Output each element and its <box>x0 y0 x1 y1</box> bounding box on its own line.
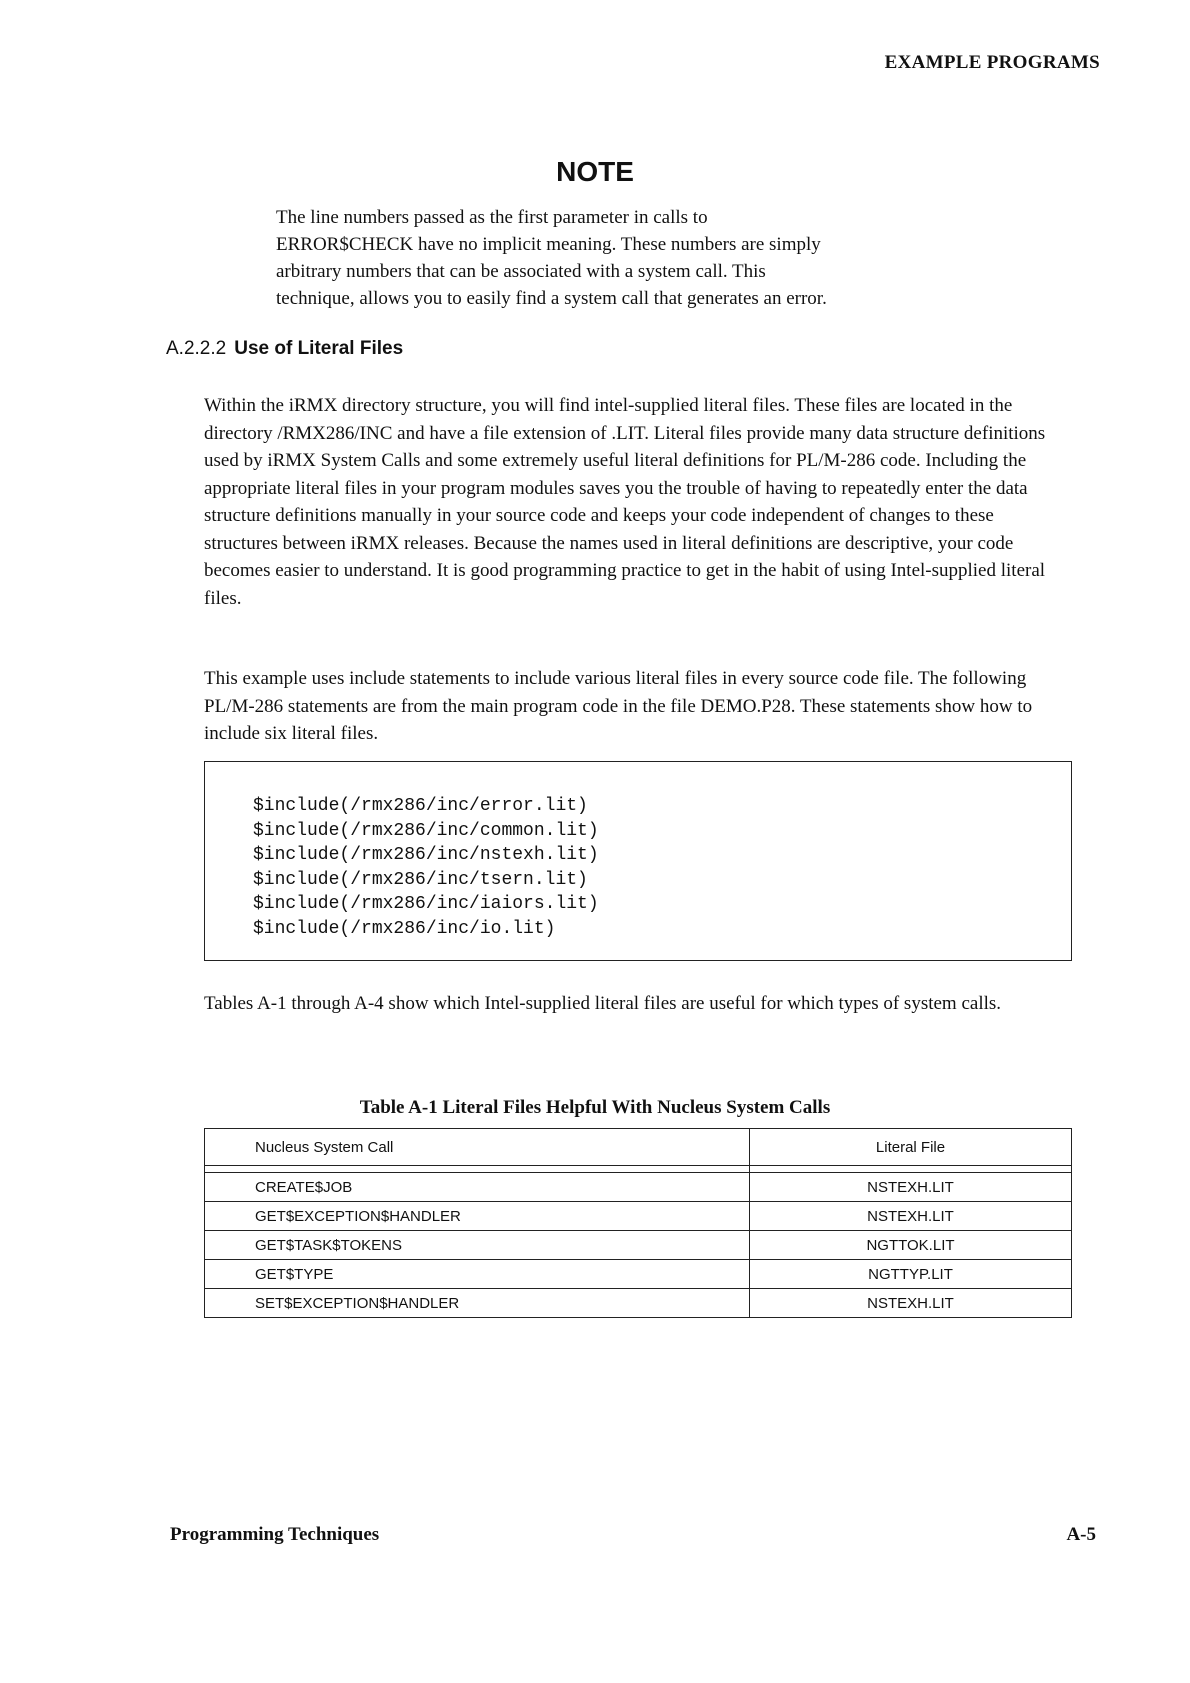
code-listing <box>204 761 1072 961</box>
code-line: $include(/rmx286/inc/common.lit) <box>253 820 599 841</box>
running-head: EXAMPLE PROGRAMS <box>884 52 1100 73</box>
system-call-cell: SET$EXCEPTION$HANDLER <box>205 1289 750 1318</box>
note-line: technique, allows you to easily find a system call that generates an error. <box>276 288 827 309</box>
column-header-system-call: Nucleus System Call <box>205 1129 750 1166</box>
column-header-literal-file: Literal File <box>750 1129 1072 1166</box>
note-title: NOTE <box>556 156 634 187</box>
literal-file-cell: NSTEXH.LIT <box>750 1289 1072 1318</box>
table-row <box>205 1173 1072 1202</box>
system-call-cell: GET$TASK$TOKENS <box>205 1231 750 1260</box>
code-line: $include(/rmx286/inc/iaiors.lit) <box>253 894 599 914</box>
section-title: Use of Literal Files <box>234 338 404 359</box>
table-row <box>205 1289 1072 1318</box>
literal-file-cell: NSTEXH.LIT <box>750 1202 1072 1231</box>
paragraph-literal-files: Within the iRMX directory structure, you will find intel-supplied literal files. These files are located in the directory /RMX286/INC and have a file extension of .LIT. Literal files provide many data structure definitions used by iRMX System Calls and some extremely useful literal definitions for PL/M-286 code. Including the appropriate literal files in your program modules saves you the trouble of having to repeatedly enter the data structure definitions manually in your source code and keeps your code independent of changes to these structures between iRMX releases. Because the names used in literal definitions are descriptive, your code becomes easier to understand. It is good programming practice to get in the habit of using Intel-supplied literal files. <box>204 395 1046 609</box>
section-number: A.2.2.2 <box>166 338 227 359</box>
literal-file-cell: NSTEXH.LIT <box>750 1173 1072 1202</box>
note-line: The line numbers passed as the first parameter in calls to <box>276 207 708 228</box>
code-line: $include(/rmx286/inc/io.lit) <box>253 918 556 939</box>
paragraph-include-statements: This example uses include statements to include various literal files in every source code file. The following PL/M-286 statements are from the main program code in the file DEMO.P28. These statements show how to include six literal files. <box>204 668 1033 744</box>
note-line: arbitrary numbers that can be associated with a system call. This <box>276 261 766 282</box>
footer-page-number: A-5 <box>1066 1524 1096 1545</box>
footer-chapter-title: Programming Techniques <box>170 1524 380 1545</box>
section-heading <box>166 338 403 360</box>
table-row <box>205 1231 1072 1260</box>
system-call-cell: GET$TYPE <box>205 1260 750 1289</box>
system-call-cell: CREATE$JOB <box>205 1173 750 1202</box>
system-call-cell: GET$EXCEPTION$HANDLER <box>205 1202 750 1231</box>
literal-files-table <box>204 1128 1072 1318</box>
literal-file-cell: NGTTOK.LIT <box>750 1231 1072 1260</box>
literal-file-cell: NGTTYP.LIT <box>750 1260 1072 1289</box>
table-row <box>205 1260 1072 1289</box>
table-row <box>205 1202 1072 1231</box>
table-caption: Table A-1 Literal Files Helpful With Nucleus System Calls <box>359 1097 831 1118</box>
paragraph-tables-intro: Tables A-1 through A-4 show which Intel-supplied literal files are useful for which types of system calls. <box>204 993 1002 1014</box>
code-line: $include(/rmx286/inc/tsern.lit) <box>253 869 588 890</box>
table-header-row <box>205 1129 1072 1166</box>
note-body <box>276 204 976 312</box>
code-line: $include(/rmx286/inc/nstexh.lit) <box>253 845 599 865</box>
note-line: ERROR$CHECK have no implicit meaning. These numbers are simply <box>276 234 821 255</box>
code-line: $include(/rmx286/inc/error.lit) <box>253 796 588 816</box>
table-spacer <box>205 1166 1072 1173</box>
